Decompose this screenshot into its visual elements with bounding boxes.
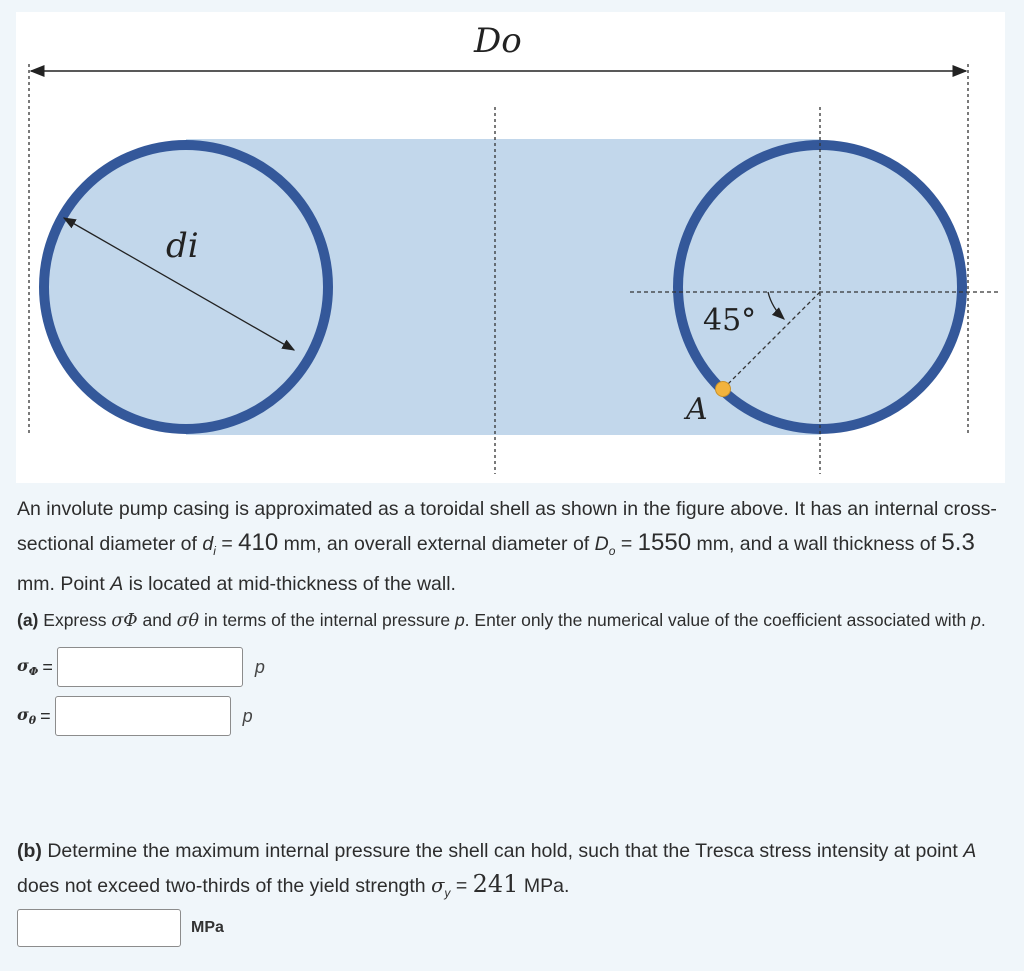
figure-svg (16, 12, 1005, 483)
problem-statement: An involute pump casing is approximated as a toroidal shell as shown in the figure above. It has an internal cross-sectional diameter of $d_i = 410$ mm, an overall external diameter of $D_o = 1550$ mm, and a wall thickness of 5.3 mm. Point A is located at mid-thickness of the wall. (17, 498, 997, 595)
sigma-phi-row: $\sigma_\Phi$ = p (17, 647, 265, 687)
left-cross-section (44, 145, 328, 429)
sigma-phi-symbol: $\sigma_\Phi$ (17, 655, 39, 679)
point-A-marker (716, 382, 731, 397)
point-A-label: A (686, 392, 708, 427)
sigma-theta-input[interactable] (55, 696, 231, 736)
part-a-prompt: (a) Express σΦ and σθ in terms of the internal pressure p. Enter only the numerical value of the coefficient associated with p. (17, 610, 986, 631)
di-label: di (166, 226, 199, 266)
part-b-prompt: (b) Determine the maximum internal pressure the shell can hold, such that the Tresca stress intensity at point A does not exceed two-thirds of the yield strength $\sigma_y = 241$ MPa. (17, 840, 977, 900)
Do-label: Do (474, 21, 522, 61)
toroidal-shell-figure (16, 12, 1005, 483)
max-pressure-input[interactable] (17, 909, 181, 947)
sigma-theta-row: $\sigma_\theta$ = p (17, 696, 253, 736)
angle-label: 45° (703, 303, 757, 338)
max-pressure-row: MPa (17, 909, 224, 947)
sigma-phi-input[interactable] (57, 647, 243, 687)
sigma-theta-symbol: $\sigma_\theta$ (17, 704, 37, 728)
